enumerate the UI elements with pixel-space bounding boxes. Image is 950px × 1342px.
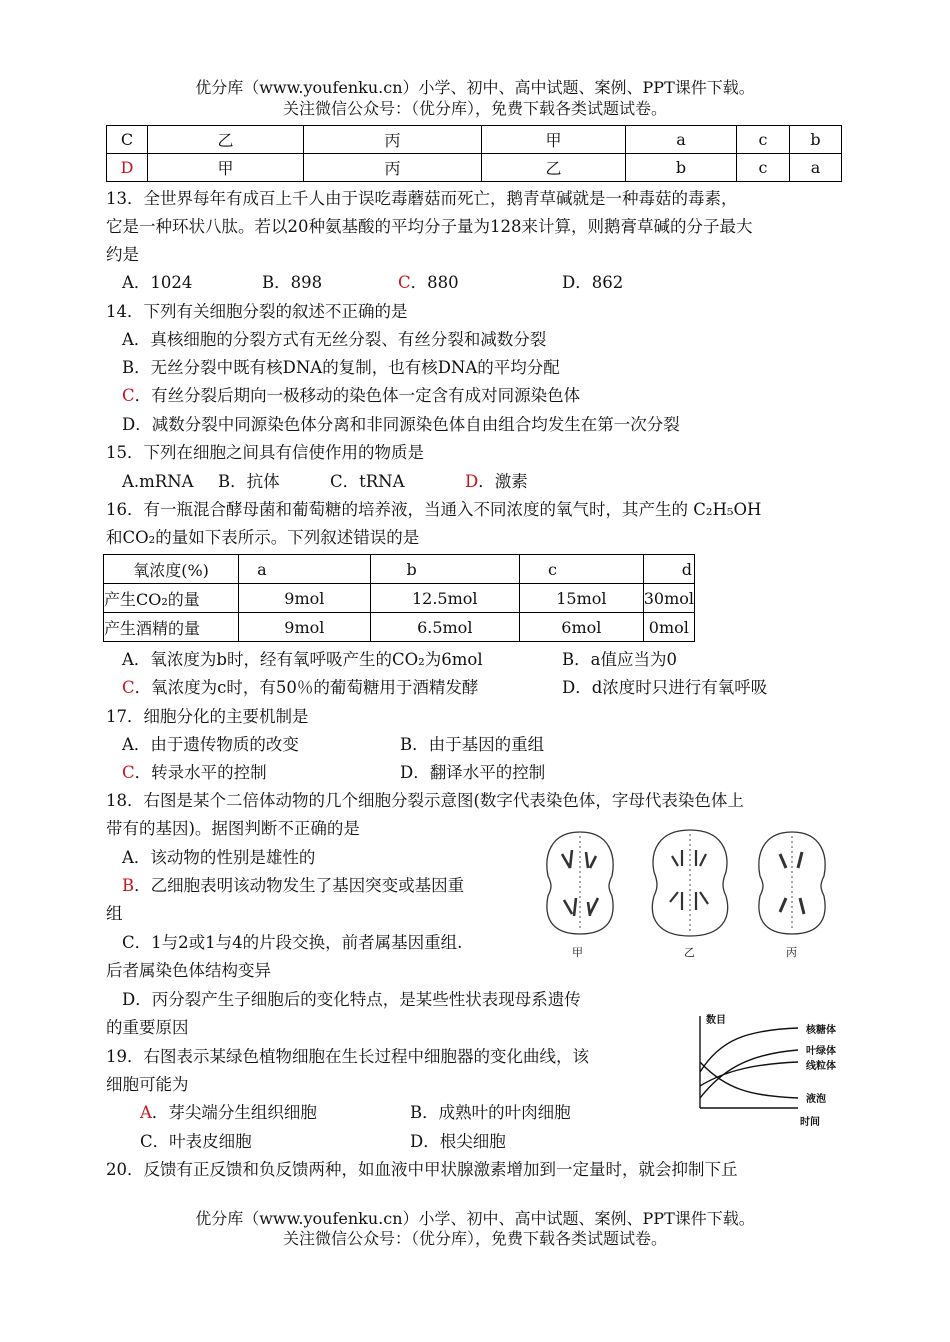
option-text: ．芽尖端分生组织细胞 bbox=[151, 1103, 317, 1122]
q20-line1: 20．反馈有正反馈和负反馈两种，如血液中甲状腺激素增加到一定量时，就会抑制下丘 bbox=[106, 1160, 738, 1179]
q19-option-b: B．成熟叶的叶肉细胞 bbox=[410, 1103, 571, 1122]
q18-option-c-cont: 后者属染色体结构变异 bbox=[106, 961, 271, 980]
table-cell: 6.5mol bbox=[370, 613, 520, 642]
answer-letter: D bbox=[465, 472, 479, 491]
chart-xlabel: 时间 bbox=[800, 1117, 820, 1128]
q14-option-c bbox=[122, 385, 580, 407]
q18-option-d: D．丙分裂产生子细胞后的变化特点，是某些性状表现母系遗传 bbox=[122, 990, 581, 1009]
q19-option-a bbox=[140, 1102, 317, 1124]
chromosome bbox=[562, 850, 596, 868]
table-cell: c bbox=[737, 126, 790, 154]
q16-option-d: D．d浓度时只进行有氧呼吸 bbox=[562, 678, 768, 697]
cell-division-figure bbox=[540, 826, 850, 944]
figure-label-jia: 甲 bbox=[572, 946, 583, 959]
page-header-line2: 关注微信公众号：（优分库），免费下载各类试题试卷。 bbox=[282, 99, 667, 118]
table-cell: 乙 bbox=[148, 126, 304, 154]
page-footer-line1: 优分库（www.youfenku.cn）小学、初中、高中试题、案例、PPT课件下载。 bbox=[195, 1209, 755, 1228]
table-cell: c bbox=[737, 154, 790, 182]
q19-option-c: C．叶表皮细胞 bbox=[140, 1132, 252, 1151]
q17-option-c bbox=[122, 762, 267, 784]
chart-legend-ribosome: 核糖体 bbox=[806, 1025, 836, 1036]
table-cell: a bbox=[626, 126, 737, 154]
table-row bbox=[107, 126, 842, 154]
table-row bbox=[104, 555, 695, 584]
table-cell: 丙 bbox=[304, 154, 482, 182]
q15-stem: 15．下列在细胞之间具有信使作用的物质是 bbox=[106, 443, 424, 462]
answer-letter: C bbox=[122, 386, 135, 405]
q14-option-b: B．无丝分裂中既有核DNA的复制，也有核DNA的平均分配 bbox=[122, 358, 560, 377]
q17-option-b: B．由于基因的重组 bbox=[400, 735, 545, 754]
table-cell: D bbox=[107, 154, 148, 182]
table-cell: 乙 bbox=[482, 154, 626, 182]
table-cell: b bbox=[790, 126, 842, 154]
table-cell: 0mol bbox=[643, 613, 694, 642]
answer-letter: B bbox=[122, 876, 135, 895]
page-footer-line2: 关注微信公众号：（优分库），免费下载各类试题试卷。 bbox=[282, 1229, 667, 1248]
q18-option-b bbox=[122, 875, 464, 897]
series-ribosome-line bbox=[700, 1028, 798, 1072]
q15-option-b: B．抗体 bbox=[218, 472, 280, 491]
q14-stem: 14．下列有关细胞分裂的叙述不正确的是 bbox=[106, 302, 408, 321]
q16-line1: 16．有一瓶混合酵母菌和葡萄糖的培养液，当通入不同浓度的氧气时，其产生的 C₂H₅OH bbox=[106, 500, 762, 519]
q15-option-c: C．tRNA bbox=[330, 472, 405, 491]
q13-option-b: B．898 bbox=[262, 273, 323, 292]
answer-letter: C bbox=[398, 273, 411, 292]
answer-letter: C bbox=[122, 763, 135, 782]
q18-line2: 带有的基因)。据图判断不正确的是 bbox=[106, 819, 360, 838]
q19-line1: 19．右图表示某绿色植物细胞在生长过程中细胞器的变化曲线，该 bbox=[106, 1047, 589, 1066]
q14-option-d: D．减数分裂中同源染色体分离和非同源染色体自由组合均发生在第一次分裂 bbox=[122, 415, 680, 434]
option-text: ．转录水平的控制 bbox=[134, 763, 267, 782]
table-cell: 9mol bbox=[239, 613, 370, 642]
table-cell: 6mol bbox=[520, 613, 644, 642]
chromosome bbox=[672, 850, 706, 866]
table-cell: a bbox=[790, 154, 842, 182]
q15-option-a: A.mRNA bbox=[122, 472, 194, 491]
q15-option-d bbox=[465, 471, 528, 493]
oxygen-table bbox=[103, 554, 695, 642]
table-cell: 9mol bbox=[239, 584, 370, 613]
table-header-cell: 氧浓度(%) bbox=[104, 555, 239, 584]
q18-line1: 18．右图是某个二倍体动物的几个细胞分裂示意图(数字代表染色体，字母代表染色体上 bbox=[106, 791, 744, 810]
table-header-cell: d bbox=[643, 555, 694, 584]
q16-line2: 和CO₂的量如下表所示。下列叙述错误的是 bbox=[106, 528, 420, 547]
q19-line2: 细胞可能为 bbox=[106, 1075, 189, 1094]
table-cell: 30mol bbox=[643, 584, 694, 613]
q13-option-c bbox=[398, 272, 459, 294]
option-text: ．激素 bbox=[478, 472, 528, 491]
figure-label-yi: 乙 bbox=[684, 946, 695, 959]
option-text: ．氧浓度为c时，有50％的葡萄糖用于酒精发酵 bbox=[134, 678, 479, 697]
q18-option-d-cont: 的重要原因 bbox=[106, 1018, 189, 1037]
answer-letter: C bbox=[122, 678, 135, 697]
table-row bbox=[107, 154, 842, 182]
q18-option-b-cont: 组 bbox=[106, 904, 123, 923]
chart-ylabel: 数目 bbox=[706, 1015, 726, 1026]
table-row bbox=[104, 613, 695, 642]
chart-legend-chloroplast: 叶绿体 bbox=[806, 1046, 836, 1057]
table-cell: C bbox=[107, 126, 148, 154]
table-cell: 15mol bbox=[520, 584, 644, 613]
q14-option-a: A．真核细胞的分裂方式有无丝分裂、有丝分裂和减数分裂 bbox=[122, 330, 547, 349]
option-text: ．880 bbox=[410, 273, 459, 292]
q13-option-d: D．862 bbox=[562, 273, 624, 292]
table-header-cell: a bbox=[239, 555, 370, 584]
chromosome bbox=[564, 898, 598, 916]
table-cell: 丙 bbox=[304, 126, 482, 154]
q13-line3: 约是 bbox=[106, 245, 139, 264]
q16-option-a: A．氧浓度为b时，经有氧呼吸产生的CO₂为6mol bbox=[122, 650, 483, 669]
table-cell: 产生酒精的量 bbox=[104, 613, 239, 642]
q17-option-a: A．由于遗传物质的改变 bbox=[122, 735, 299, 754]
chart-legend-mitochondria: 线粒体 bbox=[806, 1061, 836, 1072]
table-header-cell: b bbox=[370, 555, 520, 584]
q16-option-c bbox=[122, 677, 478, 699]
q13-line2: 它是一种环状八肽。若以20种氨基酸的平均分子量为128来计算，则鹅膏草碱的分子最大 bbox=[106, 217, 753, 236]
chart-legend-vacuole: 液泡 bbox=[806, 1094, 826, 1105]
q13-option-a: A．1024 bbox=[122, 273, 193, 292]
option-text: ．乙细胞表明该动物发生了基因突变或基因重 bbox=[134, 876, 465, 895]
table-header-cell: c bbox=[520, 555, 644, 584]
q17-option-d: D．翻译水平的控制 bbox=[400, 763, 546, 782]
table-cell: 甲 bbox=[482, 126, 626, 154]
answer-table bbox=[106, 125, 842, 182]
chromosome bbox=[780, 852, 802, 868]
table-cell: b bbox=[626, 154, 737, 182]
q18-option-c: C．1与2或1与4的片段交换，前者属基因重组. bbox=[122, 933, 463, 952]
option-text: ．有丝分裂后期向一极移动的染色体一定含有成对同源染色体 bbox=[134, 386, 581, 405]
chromosome bbox=[670, 892, 708, 910]
series-chloroplast-line bbox=[700, 1050, 798, 1098]
q16-option-b: B．a值应当为0 bbox=[562, 650, 677, 669]
figure-label-bing: 丙 bbox=[786, 946, 797, 959]
table-cell: 甲 bbox=[148, 154, 304, 182]
table-row bbox=[104, 584, 695, 613]
q18-option-a: A．该动物的性别是雄性的 bbox=[122, 848, 316, 867]
q19-option-d: D．根尖细胞 bbox=[410, 1132, 506, 1151]
table-cell: 产生CO₂的量 bbox=[104, 584, 239, 613]
table-cell: 12.5mol bbox=[370, 584, 520, 613]
q13-line1: 13．全世界每年有成百上千人由于误吃毒蘑菇而死亡，鹅青草碱就是一种毒菇的毒素， bbox=[106, 189, 738, 208]
q17-stem: 17．细胞分化的主要机制是 bbox=[106, 707, 309, 726]
page-header-line1: 优分库（www.youfenku.cn）小学、初中、高中试题、案例、PPT课件下载。 bbox=[195, 78, 755, 97]
answer-letter: A bbox=[140, 1103, 152, 1122]
